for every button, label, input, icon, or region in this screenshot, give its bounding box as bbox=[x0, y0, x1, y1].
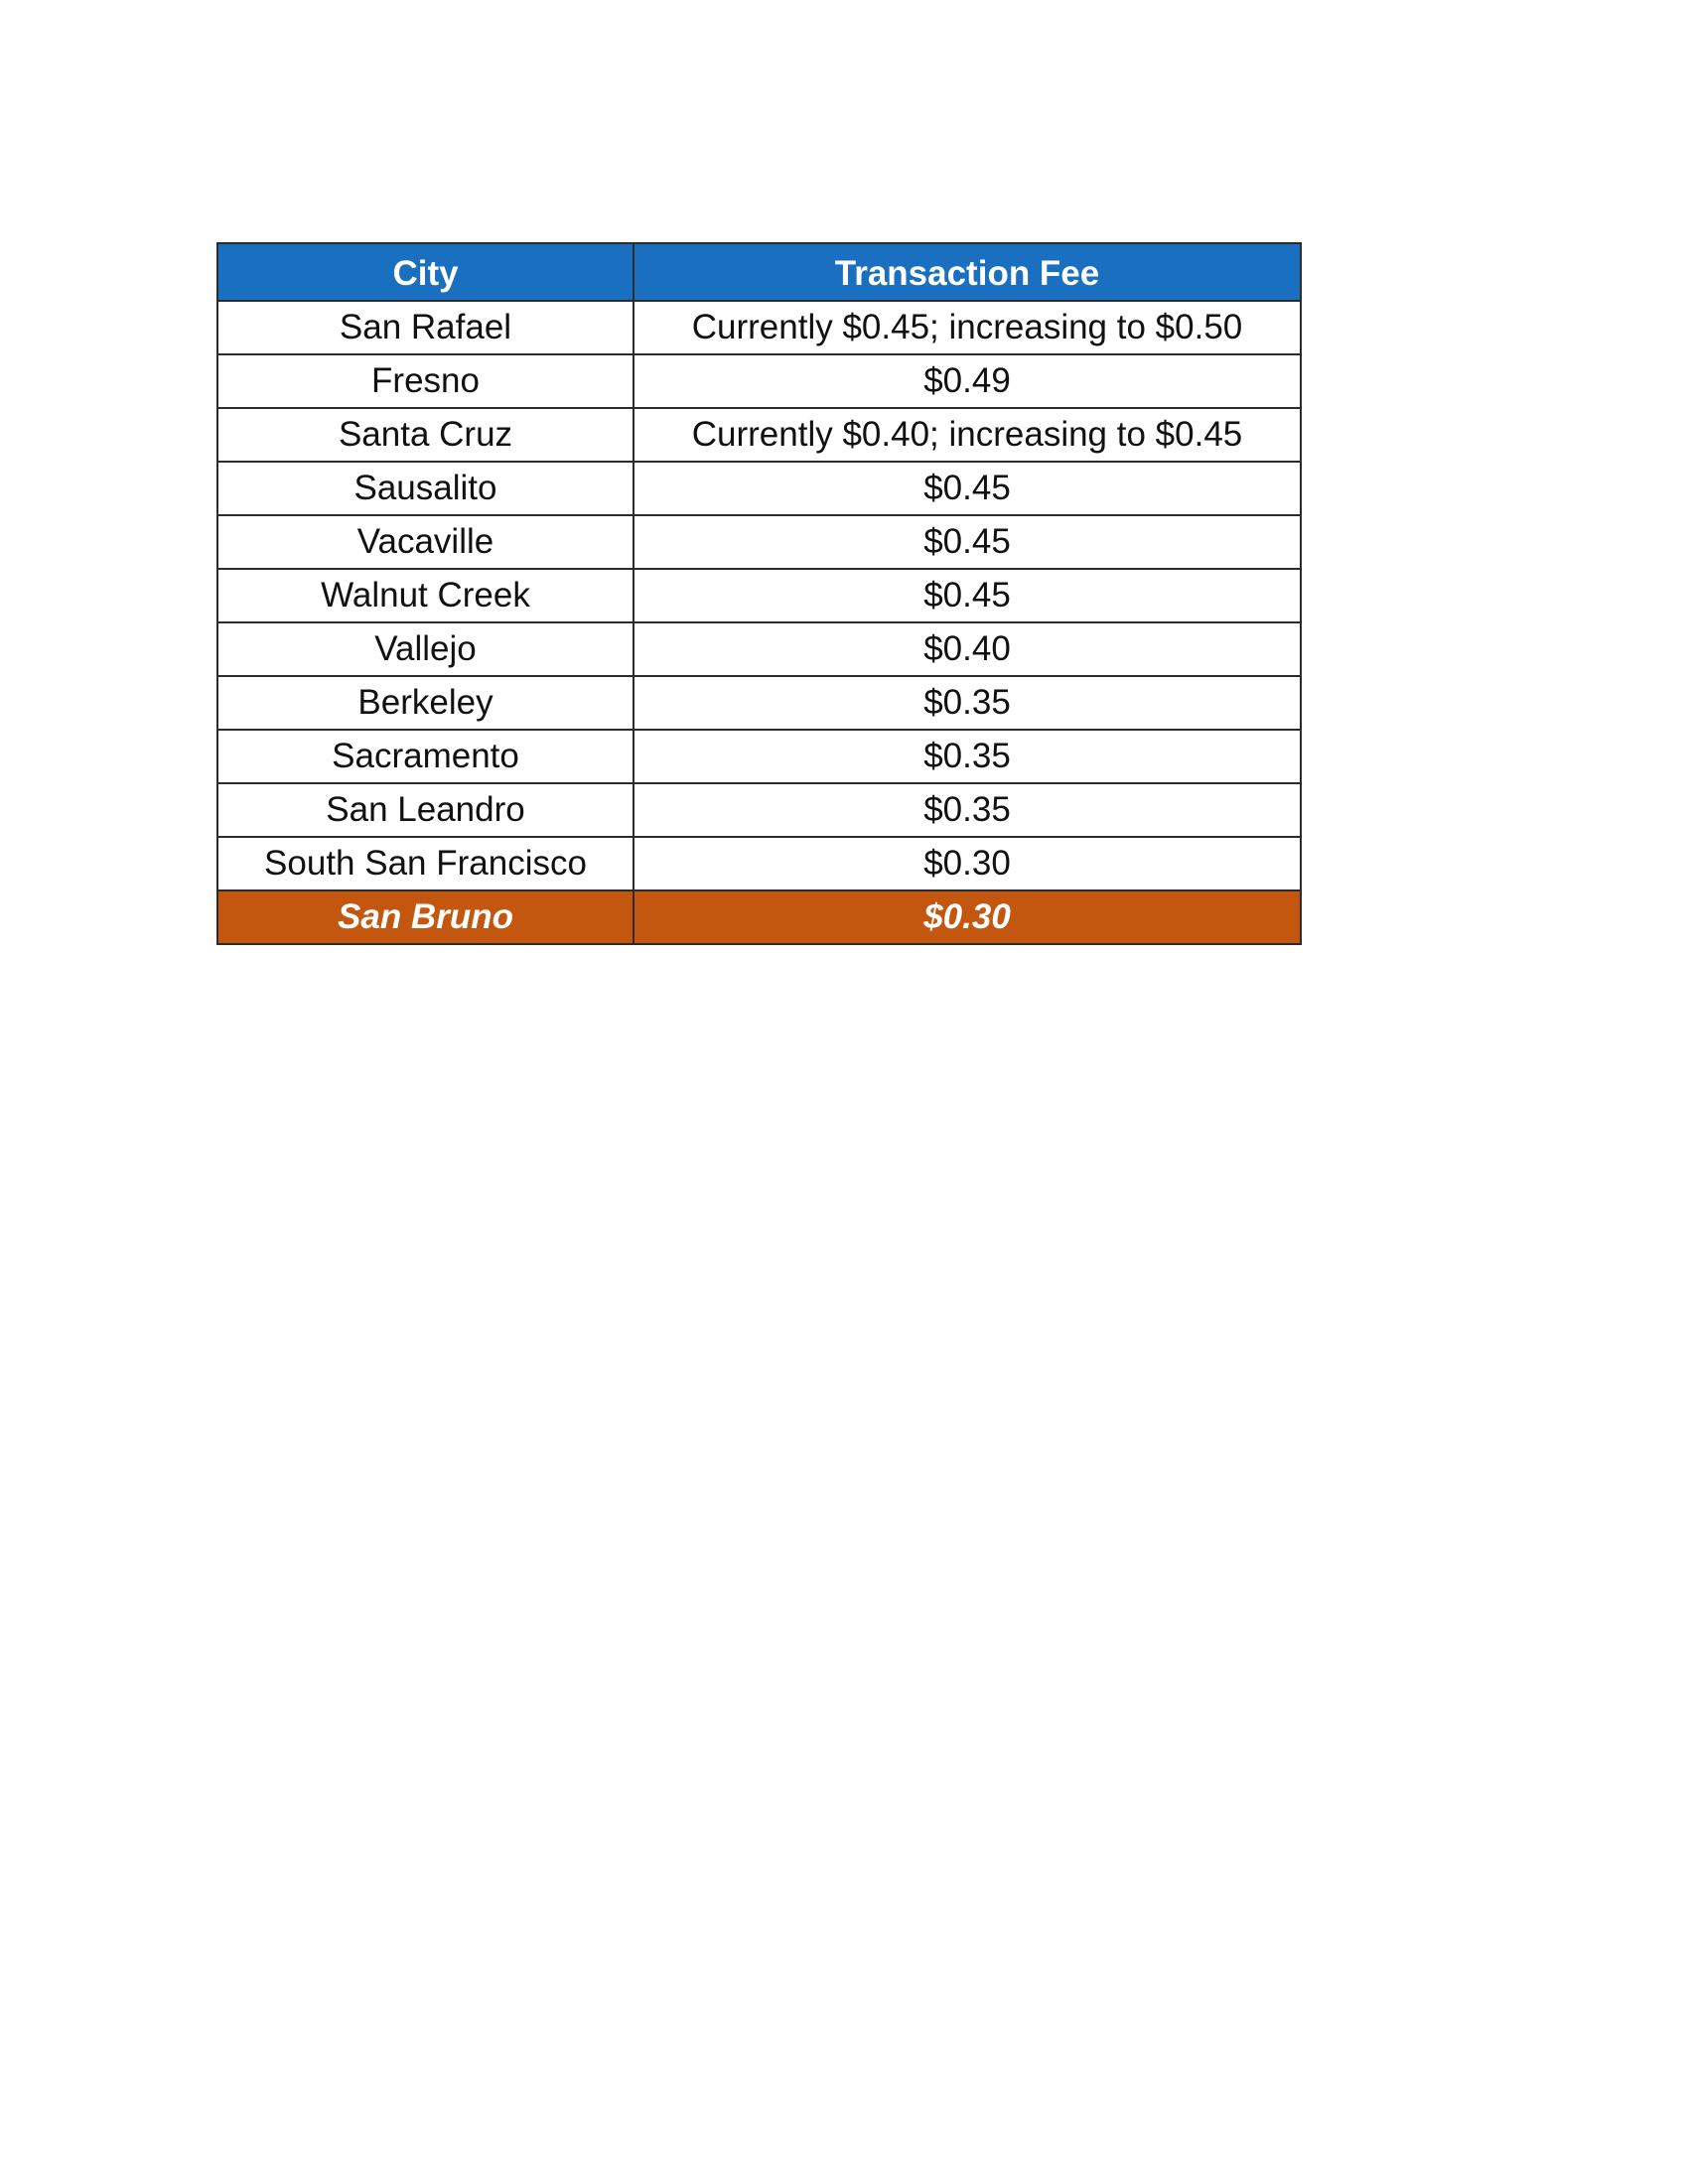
table-row bbox=[217, 837, 1301, 890]
cell-fee: $0.49 bbox=[633, 354, 1301, 408]
table-row bbox=[217, 676, 1301, 730]
cell-city: San Leandro bbox=[217, 783, 633, 837]
table-row bbox=[217, 569, 1301, 622]
cell-city: Berkeley bbox=[217, 676, 633, 730]
transaction-fee-table bbox=[216, 242, 1302, 945]
table-row-highlighted bbox=[217, 890, 1301, 944]
cell-fee: $0.30 bbox=[633, 837, 1301, 890]
column-header-city: City bbox=[217, 243, 633, 301]
cell-fee: Currently $0.45; increasing to $0.50 bbox=[633, 301, 1301, 354]
table-row bbox=[217, 354, 1301, 408]
cell-city: Sacramento bbox=[217, 730, 633, 783]
cell-fee: $0.40 bbox=[633, 622, 1301, 676]
cell-city: Vallejo bbox=[217, 622, 633, 676]
cell-fee: $0.35 bbox=[633, 676, 1301, 730]
table-row bbox=[217, 515, 1301, 569]
cell-city: South San Francisco bbox=[217, 837, 633, 890]
cell-fee: $0.35 bbox=[633, 783, 1301, 837]
cell-city: Santa Cruz bbox=[217, 408, 633, 462]
cell-city: San Rafael bbox=[217, 301, 633, 354]
cell-city-highlighted: San Bruno bbox=[217, 890, 633, 944]
table-row bbox=[217, 408, 1301, 462]
cell-city: Sausalito bbox=[217, 462, 633, 515]
cell-fee: $0.45 bbox=[633, 569, 1301, 622]
cell-city: Vacaville bbox=[217, 515, 633, 569]
cell-city: Walnut Creek bbox=[217, 569, 633, 622]
table-row bbox=[217, 301, 1301, 354]
cell-fee: $0.35 bbox=[633, 730, 1301, 783]
table-row bbox=[217, 730, 1301, 783]
table-row bbox=[217, 622, 1301, 676]
table-header-row bbox=[217, 243, 1301, 301]
cell-fee: Currently $0.40; increasing to $0.45 bbox=[633, 408, 1301, 462]
cell-fee: $0.45 bbox=[633, 515, 1301, 569]
table-row bbox=[217, 462, 1301, 515]
cell-fee: $0.45 bbox=[633, 462, 1301, 515]
cell-fee-highlighted: $0.30 bbox=[633, 890, 1301, 944]
table-row bbox=[217, 783, 1301, 837]
cell-city: Fresno bbox=[217, 354, 633, 408]
column-header-transaction-fee: Transaction Fee bbox=[633, 243, 1301, 301]
